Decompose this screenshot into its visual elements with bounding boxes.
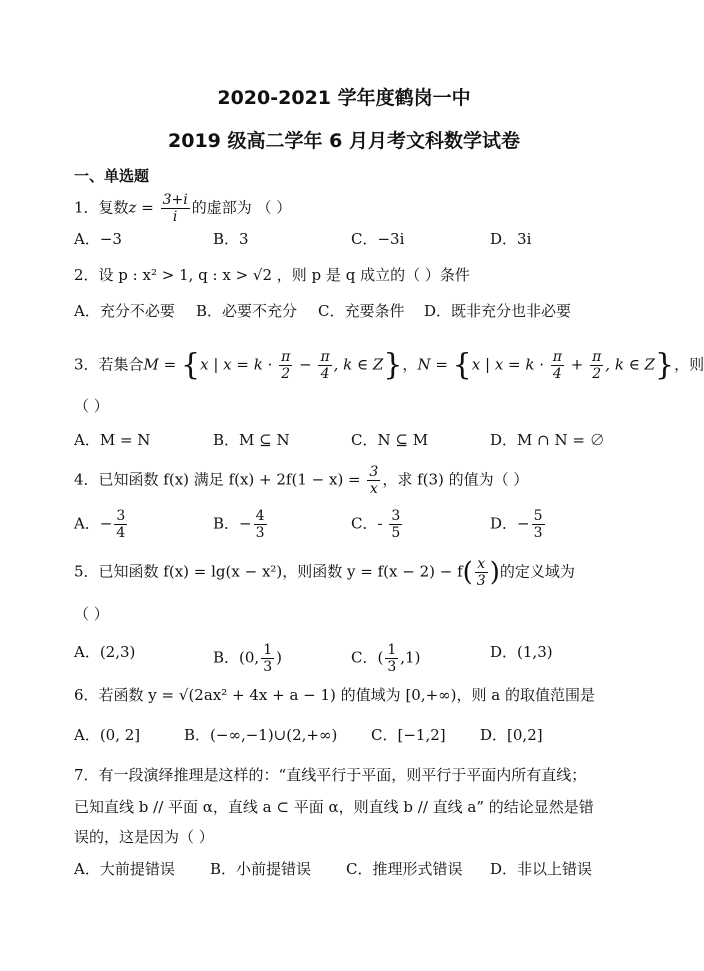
q5-option-c-den: 3 bbox=[387, 659, 397, 675]
q3-n-tail: , k ∈ Z bbox=[605, 355, 655, 374]
q4-option-d-label: D．− bbox=[490, 514, 530, 533]
q3-m-frac1-num: π bbox=[281, 349, 291, 365]
q3-option-a[interactable]: A．M = N bbox=[74, 431, 151, 449]
q6-option-c[interactable]: C．[−1,2] bbox=[371, 726, 446, 744]
q2-option-a[interactable]: A．充分不必要 bbox=[74, 302, 175, 320]
q3-n-frac1-den: 4 bbox=[551, 365, 564, 382]
q1-option-c[interactable]: C．−3i bbox=[351, 230, 405, 248]
question-7-line2: 已知直线 b // 平面 α，直线 a ⊂ 平面 α，则直线 b // 直线 a” 的结论显然是错 bbox=[74, 798, 594, 816]
q1-option-a[interactable]: A．−3 bbox=[74, 230, 122, 248]
q3-option-b[interactable]: B．M ⊆ N bbox=[213, 431, 290, 449]
q5-option-a[interactable]: A．(2,3) bbox=[74, 643, 136, 661]
q4-option-b-frac bbox=[254, 508, 267, 541]
exam-title-line1: 2020-2021 学年度鹤岗一中 bbox=[217, 87, 471, 109]
q3-n-frac1-num: π bbox=[552, 349, 562, 365]
q7-option-a[interactable]: A．大前提错误 bbox=[74, 860, 175, 878]
q3-m-frac2-num: π bbox=[320, 349, 330, 365]
q3-m-minus: − bbox=[294, 355, 317, 374]
q3-option-c[interactable]: C．N ⊆ M bbox=[351, 431, 429, 449]
q3-suffix: ，则 bbox=[674, 355, 704, 374]
q3-m-frac2-den: 4 bbox=[318, 365, 331, 382]
q2-option-c[interactable]: C．充要条件 bbox=[318, 302, 405, 320]
q1-fraction-num: 3+i bbox=[162, 192, 188, 208]
q3-blank: （ ） bbox=[74, 397, 109, 415]
q1-option-b[interactable]: B．3 bbox=[213, 230, 249, 248]
q6-option-b[interactable]: B．(−∞,−1)∪(2,+∞) bbox=[184, 726, 338, 744]
q3-option-d[interactable]: D．M ∩ N = ∅ bbox=[490, 431, 605, 449]
q7-option-d[interactable]: D．非以上错误 bbox=[490, 860, 593, 878]
q4-option-a-den: 4 bbox=[116, 525, 126, 541]
q6-option-a[interactable]: A．(0, 2] bbox=[74, 726, 141, 744]
q3-left-brace-m: { bbox=[181, 347, 201, 383]
q3-set-n-pre: x | x = k · bbox=[471, 355, 549, 374]
q1-fraction bbox=[161, 192, 190, 225]
q4-option-c-den: 5 bbox=[391, 525, 401, 541]
q4-option-a-num: 3 bbox=[116, 508, 126, 524]
q5-fraction-den: 3 bbox=[476, 573, 486, 589]
q3-n-plus: + bbox=[565, 355, 589, 374]
q3-n-frac1 bbox=[551, 349, 564, 382]
q3-set-n-lhs: N = bbox=[417, 355, 453, 374]
q1-var-z: z bbox=[128, 198, 137, 217]
q5-fraction bbox=[475, 556, 488, 589]
q4-option-b-label: B．− bbox=[213, 514, 252, 533]
q4-fraction bbox=[367, 464, 380, 497]
q3-m-frac1 bbox=[279, 349, 292, 382]
q5-option-c-label: C．( bbox=[351, 648, 384, 667]
q4-option-a[interactable] bbox=[74, 508, 129, 541]
q4-option-a-label: A．− bbox=[74, 514, 113, 533]
q5-option-b-frac bbox=[261, 642, 274, 675]
q4-option-b-num: 4 bbox=[255, 508, 265, 524]
q3-m-tail: , k ∈ Z bbox=[333, 355, 384, 374]
q7-option-c[interactable]: C．推理形式错误 bbox=[346, 860, 463, 878]
q4-option-c[interactable] bbox=[351, 508, 404, 541]
q6-option-d[interactable]: D．[0,2] bbox=[480, 726, 543, 744]
q5-option-b[interactable] bbox=[213, 642, 282, 675]
q4-prefix: 4．已知函数 f(x) 满足 f(x) + 2f(1 − x) = bbox=[74, 470, 366, 489]
q5-option-b-num: 1 bbox=[263, 642, 273, 658]
q4-option-c-frac bbox=[389, 508, 402, 541]
question-7-line1: 7．有一段演绎推理是这样的：“直线平行于平面，则平行于平面内所有直线； bbox=[74, 766, 587, 784]
q3-prefix: 3．若集合 bbox=[74, 355, 144, 374]
q1-prefix: 1．复数 bbox=[74, 198, 129, 217]
q5-right-paren: ) bbox=[489, 557, 500, 588]
question-1 bbox=[74, 192, 291, 225]
q3-set-m-lhs: M = bbox=[143, 355, 182, 374]
q4-option-c-label: C．- bbox=[351, 514, 388, 533]
q5-option-c[interactable] bbox=[351, 642, 420, 675]
exam-title-line2: 2019 级高二学年 6 月月考文科数学试卷 bbox=[168, 130, 520, 152]
q5-suffix: 的定义域为 bbox=[499, 562, 575, 581]
question-2: 2．设 p : x² > 1, q : x > √2 ，则 p 是 q 成立的（ ）条件 bbox=[74, 266, 470, 284]
q3-left-brace-n: { bbox=[452, 347, 472, 383]
q5-blank: （ ） bbox=[74, 605, 109, 623]
question-7-line3: 误的，这是因为（ ） bbox=[74, 828, 214, 846]
question-3: 3．若集合M = {x | x = k · $\frac{\pi}{2}$ − $\frac{\pi}{4}$ , k ∈ Z}，N = {x | x = k · $\frac{\pi}{4}$ + $\frac{\pi}{2}$ , k ∈ Z}，则 bbox=[74, 347, 704, 383]
q5-option-c-num: 1 bbox=[387, 642, 397, 658]
q4-option-d-den: 3 bbox=[533, 525, 543, 541]
q1-fraction-den: i bbox=[161, 208, 190, 225]
q4-option-d-num: 5 bbox=[533, 508, 543, 524]
question-5 bbox=[74, 556, 575, 589]
q5-option-d[interactable]: D．(1,3) bbox=[490, 643, 553, 661]
q3-right-brace-m: } bbox=[383, 347, 403, 383]
section-heading: 一、单选题 bbox=[74, 167, 150, 185]
q1-eq: = bbox=[136, 198, 159, 217]
q5-option-b-den: 3 bbox=[263, 659, 273, 675]
q5-prefix: 5．已知函数 f(x) = lg(x − x²)，则函数 y = f(x − 2) − f bbox=[74, 562, 463, 581]
q4-option-d[interactable] bbox=[490, 508, 547, 541]
q4-suffix: ，求 f(3) 的值为（ ） bbox=[382, 470, 529, 489]
question-4 bbox=[74, 464, 528, 497]
q3-m-frac1-den: 2 bbox=[279, 365, 292, 382]
q7-option-b[interactable]: B．小前提错误 bbox=[210, 860, 312, 878]
q3-n-frac2 bbox=[590, 349, 603, 382]
q1-option-d[interactable]: D．3i bbox=[490, 230, 532, 248]
q4-option-b[interactable] bbox=[213, 508, 269, 541]
q5-option-b-close: ) bbox=[276, 648, 282, 667]
q3-right-brace-n: } bbox=[654, 347, 675, 383]
q4-fraction-den: x bbox=[367, 480, 380, 497]
q5-left-paren: ( bbox=[462, 557, 473, 588]
q3-set-m-pre: x | x = k · bbox=[200, 355, 278, 374]
q3-n-frac2-den: 2 bbox=[590, 365, 603, 382]
q5-option-c-close: ,1) bbox=[400, 648, 421, 667]
question-6: 6．若函数 y = √(2ax² + 4x + a − 1) 的值域为 [0,+∞)，则 a 的取值范围是 bbox=[74, 686, 596, 704]
q4-option-d-frac bbox=[532, 508, 545, 541]
q2-option-b[interactable]: B．必要不充分 bbox=[196, 302, 298, 320]
q5-option-b-label: B．(0, bbox=[213, 648, 260, 667]
q3-m-frac2 bbox=[318, 349, 331, 382]
q4-option-a-frac bbox=[114, 508, 127, 541]
q2-option-d[interactable]: D．既非充分也非必要 bbox=[424, 302, 572, 320]
q3-n-frac2-num: π bbox=[592, 349, 602, 365]
q4-fraction-num: 3 bbox=[369, 464, 379, 480]
q4-option-b-den: 3 bbox=[255, 525, 265, 541]
q5-option-c-frac bbox=[385, 642, 398, 675]
q5-fraction-num: x bbox=[477, 556, 486, 572]
q4-option-c-num: 3 bbox=[391, 508, 401, 524]
q1-suffix: 的虚部为 （ ） bbox=[191, 198, 292, 217]
